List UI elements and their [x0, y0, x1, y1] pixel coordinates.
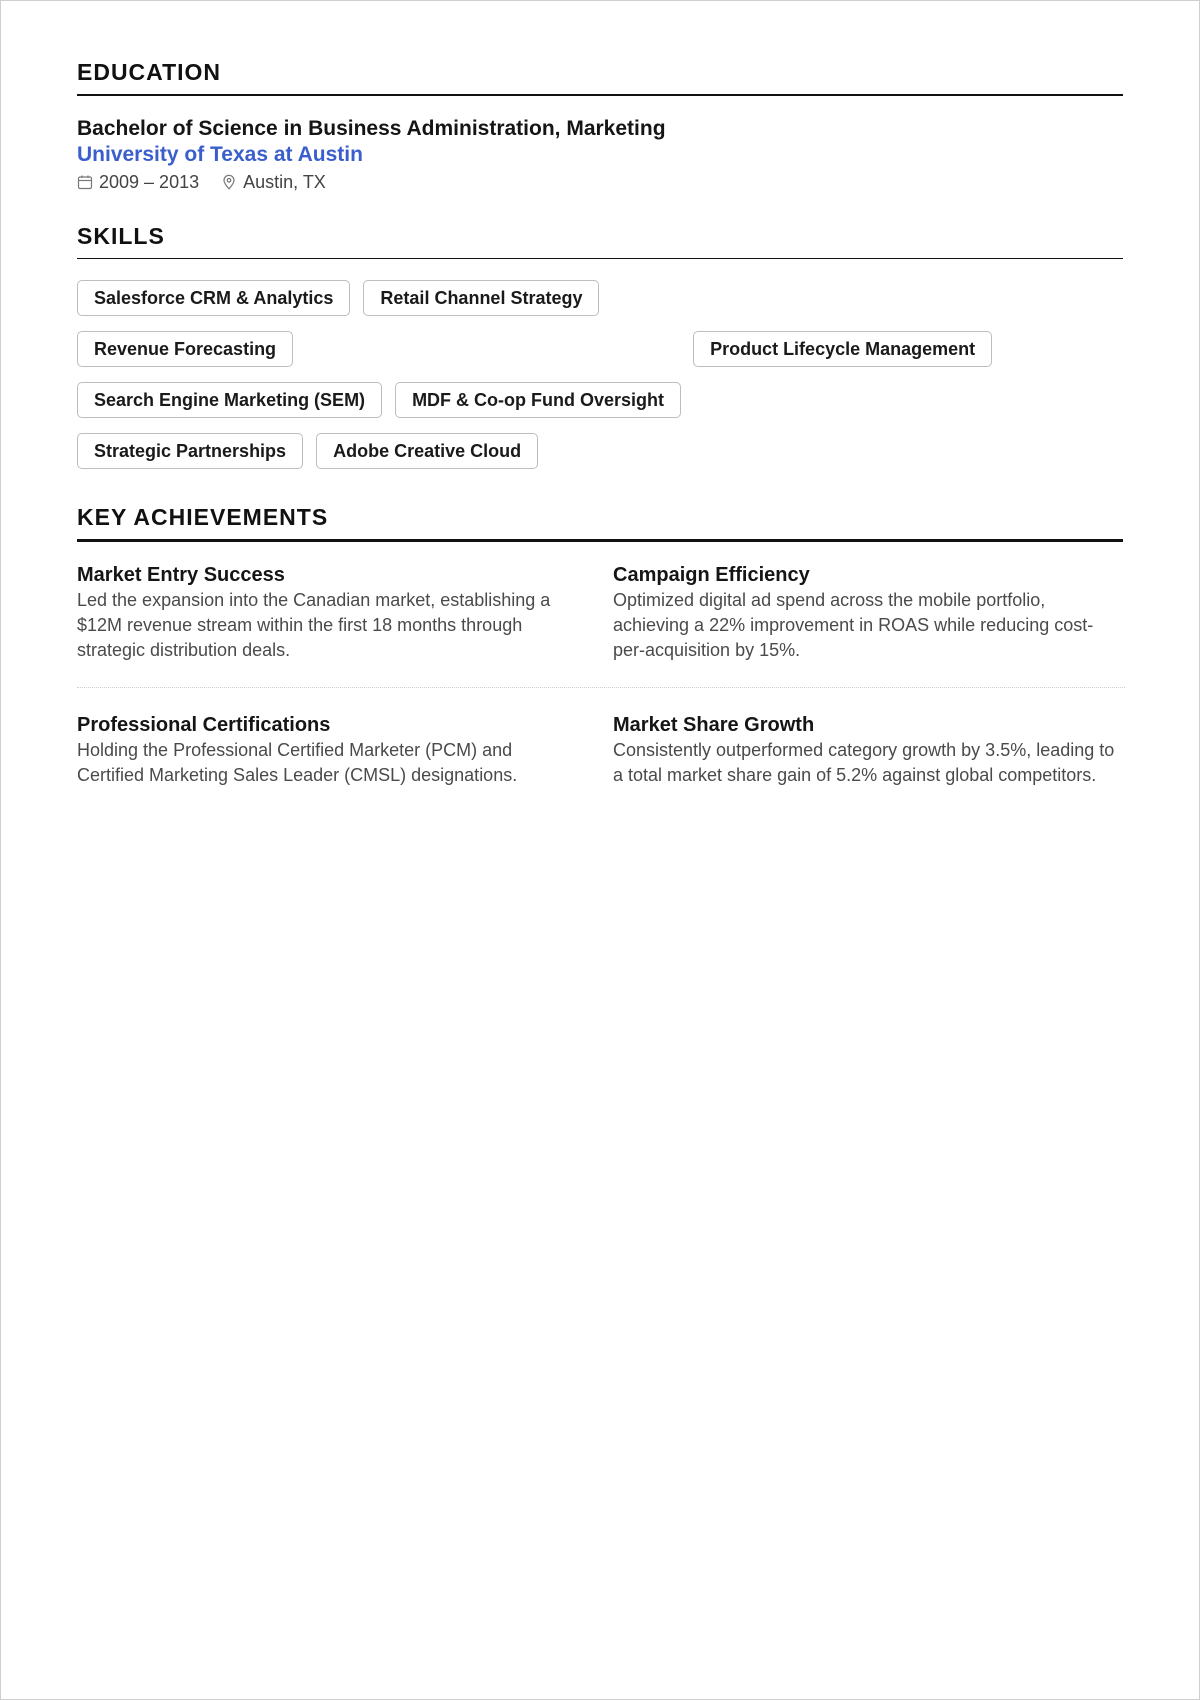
- achievement-description: Holding the Professional Certified Marketer (PCM) and Certified Marketing Sales Leader (CMSL) designations.: [77, 740, 518, 785]
- education-dates: [77, 169, 199, 195]
- calendar-icon: [77, 174, 93, 190]
- education-location: [221, 169, 326, 195]
- education-location-text: Austin, TX: [243, 172, 326, 192]
- skill-chip: Adobe Creative Cloud: [316, 433, 538, 469]
- skill-chip: Strategic Partnerships: [77, 433, 303, 469]
- education-heading: EDUCATION: [77, 59, 1123, 96]
- achievements-section: [77, 504, 1123, 788]
- education-entry: [77, 96, 1123, 195]
- achievement-title: Market Entry Success: [77, 564, 285, 586]
- skills-heading: SKILLS: [77, 223, 1123, 259]
- skills-section: [77, 223, 1123, 484]
- skill-chip: MDF & Co-op Fund Oversight: [395, 382, 681, 418]
- education-meta: [77, 169, 1123, 195]
- achievement-description: Led the expansion into the Canadian market, establishing a $12M revenue stream within the first 18 months through strategic distribution deals.: [77, 590, 551, 660]
- education-section: [77, 59, 1123, 195]
- achievement-item: [613, 562, 1125, 663]
- achievement-item: [77, 712, 577, 788]
- achievements-heading: KEY ACHIEVEMENTS: [77, 504, 1123, 542]
- skills-list: [77, 259, 1037, 484]
- location-pin-icon: [221, 174, 237, 190]
- achievement-title: Market Share Growth: [613, 714, 815, 736]
- achievement-item: [613, 712, 1125, 788]
- achievement-description: Optimized digital ad spend across the mobile portfolio, achieving a 22% improvement in ROAS while reducing cost-per-acquisition by 15%.: [613, 590, 1094, 660]
- skill-chip: Search Engine Marketing (SEM): [77, 382, 382, 418]
- skill-chip: Salesforce CRM & Analytics: [77, 280, 350, 316]
- achievement-title: Professional Certifications: [77, 714, 331, 736]
- skill-chip: Revenue Forecasting: [77, 331, 293, 367]
- achievement-divider: [77, 687, 1125, 688]
- achievements-grid: [77, 542, 1123, 788]
- school-name: University of Texas at Austin: [77, 143, 363, 166]
- degree-title: Bachelor of Science in Business Administration, Marketing: [77, 117, 666, 140]
- achievement-item: [77, 562, 577, 663]
- achievement-title: Campaign Efficiency: [613, 564, 810, 586]
- education-years: 2009 – 2013: [99, 172, 200, 192]
- skill-chip: Product Lifecycle Management: [693, 331, 992, 367]
- achievement-description: Consistently outperformed category growth by 3.5%, leading to a total market share gain of 5.2% against global competitors.: [613, 740, 1115, 785]
- skill-chip: Retail Channel Strategy: [363, 280, 599, 316]
